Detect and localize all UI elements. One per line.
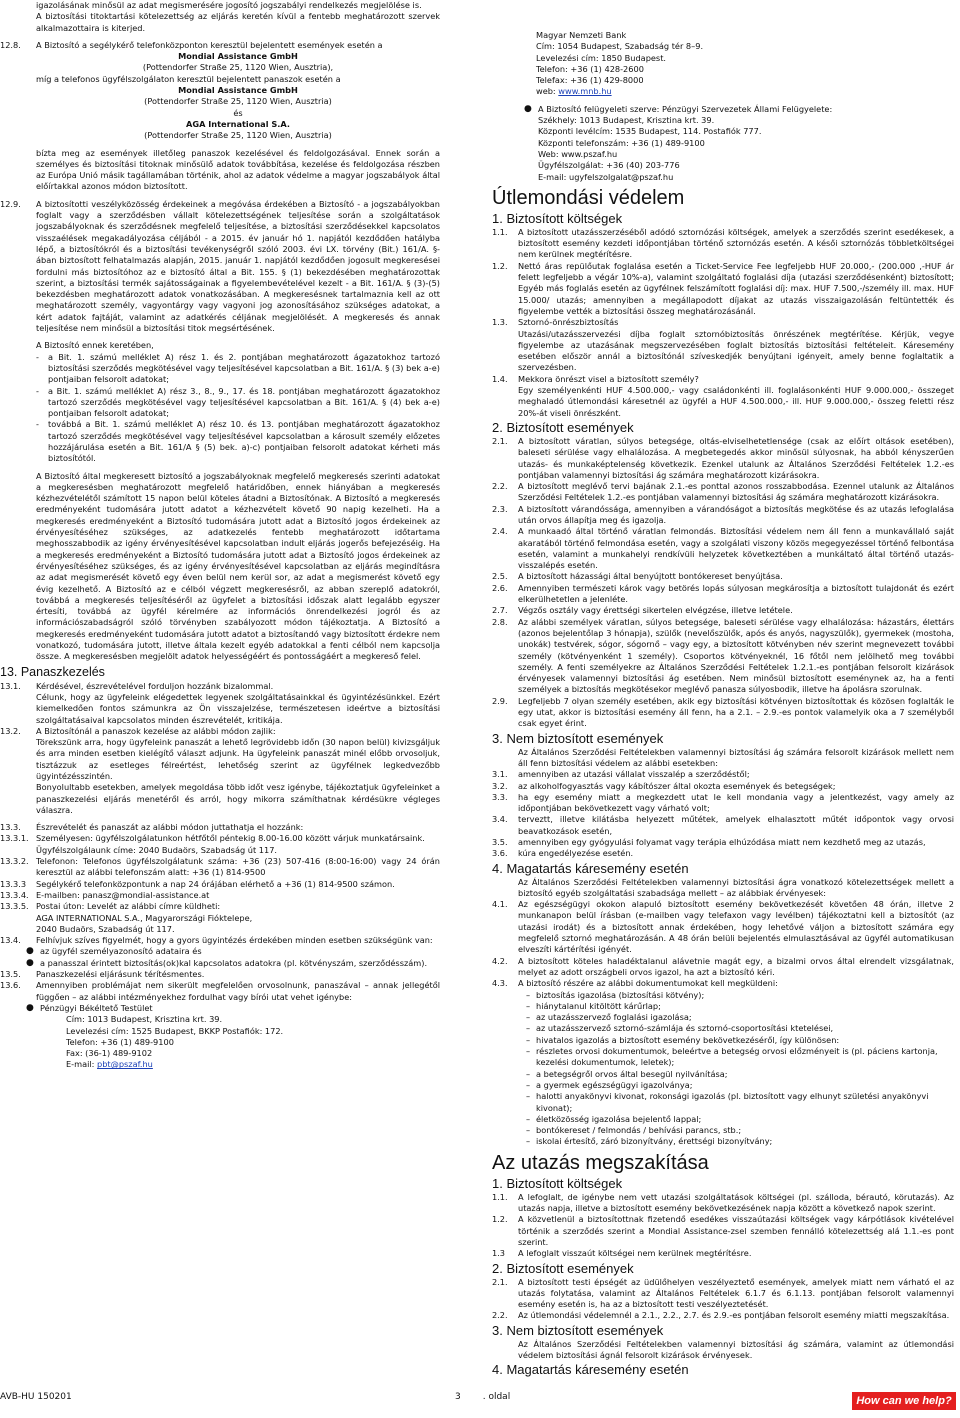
heading-u2: 2. Biztosított események — [492, 1260, 634, 1276]
item-number: 3.4. — [492, 814, 508, 825]
heading-r4: 4. Magatartás káresemény esetén — [492, 860, 689, 876]
pszaf-bullet: ● A Biztosító felügyeleti szerve: Pénzügyi Szervezetek Állami Felügyelete: — [524, 103, 833, 114]
mondial-name-1: Mondial Assistance GmbH — [178, 51, 298, 62]
pszaf-line: Központi levélcím: 1535 Budapest, 114. Postafiók 777. — [538, 126, 762, 137]
item-number: 3.5. — [492, 837, 508, 847]
mondial-address-2: (Pottendorfer Straße 25, 1120 Wien, Ausztria) — [144, 96, 332, 107]
heading-u3: 3. Nem biztosított események — [492, 1322, 664, 1338]
footer-code: AVB-HU 150201 — [0, 1392, 72, 1402]
item-text: Az alábbi személyek váratlan, súlyos betegsége, baleseti sérülése vagy elhalálozása: házastárs, élettárs (azonos bejelentőlap 3 hónapja), szülők (nevelőszülők, após és anyós, nagyszülők), gyermekek (mostoha, unokák) testvérek, sógor, sógornő – vagy egy, a biztosított kötvényben név szerint megnevezett további személy (kötvényenként 1 személy). Csoportos kötvényeknél, 16 főtől nem jelölhető meg további személy. A fenti személyekre az Általános Szerződési Feltételek 1.2.1.-es pontjában felsorolt kizárások érvényesek valamennyi biztosítási ág esetében. Nem minősül biztosított eseménynek az, ha a fenti személyek a biztosítás megkötésekor meglévő panasza súlyosbodik, illetve ha ápolásra szorulnak. — [518, 616, 954, 695]
list-item: – hiánytalanul kitöltött kárűrlap; — [526, 1000, 661, 1011]
list-item — [492, 504, 954, 527]
u2-list — [492, 1277, 954, 1322]
item-text: kúra engedélyezése esetén. — [518, 848, 634, 859]
list-item — [492, 899, 954, 955]
paragraph-12-8-end: bízta meg az események illetőleg panaszok kezelésével és feldolgozásával. Ennek során a személyes és biztosítási titoknak minősülő adatok továbbítása, kezelése és feldolgozása részben az Európa Unió másik tagállamában történik, ahol az adatok védelme a magyar jogszabályok által előírtakkal azonos módon biztosított. — [36, 147, 440, 192]
item-text: A biztosított testi épségét az üdülőhelyen veszélyeztető események, amelyek miatt nem várható el az utazás folytatása, valamint az Általános Feltételek 6.1.7 és 6.1.13. pontjában felsorolt valamennyi esemény esetén is, ha az a biztosított testi veszélyeztetését. — [518, 1276, 954, 1310]
item-number: 2.8. — [492, 616, 508, 627]
item-number: 2.9. — [492, 695, 508, 706]
section-13-5: 13.5. Panaszkezelési eljárásunk térítésmentes. — [0, 969, 205, 980]
u3-intro: Az Általános Szerződési Feltételekben valamennyi biztosítási ág számára, valamint az útlemondási védelem biztosítási ágnál felsorolt kizárások érvényesek. — [518, 1338, 954, 1360]
paragraph-12-9-end: A Biztosító által megkeresett biztosító a jogszabályoknak megfelelő megkeresés szerinti adatokat a megkeresésben meghatározott megfelelő határidőben, ennek hiányában a megkeresés kézhezvételétől számított 15 napon belül köteles átadni a Biztosítónak. A Biztosító a megkeresés eredményeként tudomására jutott adatot a kézhezvételt követő 90 napig kezelheti. Ha a megkeresés eredményeként a Biztosító tudomására jutott adat a Biztosító jogos érdekeinek az érvényesítéséhez szükséges, az adatkezelés fentebb meghatározott időtartama meghosszabbodik az igény érvényesítésével kapcsolatban indult eljárás jogerős befejezéséig. Ha a megkeresés eredményeként a Biztosító tudomására jutott adat a Biztosító jogos érdekeinek az érvényesítéséhez szükséges, és az igény érvényesítésével kapcsolatban az eljárás megindításra az adat megismerését követő egy éven belül nem kerül sor, az adat a megismerést követő egy évig kezelhető. A Biztosító az e célból végzett megkeresésről, az abban szereplő adatokról, továbbá a megkeresés teljesítéséről az ügyfelet a biztosítási időszak alatt legalább egyszer értesíti, továbbá az ügyfél kérelmére az információs önrendelkezési jogról és az információszabadságról szóló törvényben szabályozott módon tájékoztatja. A Biztosító a megkeresés eredményeként tudomására jutott adatot a biztosítandó vagy biztosított érdekre nem vonatkozó, tudomására jutott, illetve általa kezelt egyéb adatokkal a fenti célból nem kapcsolja össze. A megkeresésben megjelölt adatok helyességéért és pontosságáért a megkereső felel. — [36, 470, 440, 662]
mondial-address-1: (Pottendorfer Straße 25, 1120 Wien, Ausztria), — [142, 62, 334, 73]
pszaf-line: Web: www.pszaf.hu — [538, 148, 618, 159]
pszaf-line: Ügyfélszolgálat: +36 (40) 203-776 — [538, 160, 680, 171]
pszaf-line: Székhely: 1013 Budapest, Krisztina krt. 39. — [538, 115, 715, 126]
list-item — [492, 1277, 954, 1311]
r3-list — [492, 769, 954, 859]
item-text: A biztosított köteles haladéktalanul alávetnie magát egy, a bizalmi orvos által elrendelt vizsgálatnak, melyet az adott országbeli orvos igazol, ha azt a biztosító kéri. — [518, 955, 954, 977]
list-item: - továbbá a Bit. 1. számú melléklet A) rész 10. és 13. pontjában meghatározott ágazatokhoz tartozó szerződés megkötésével vagy teljesítésével kapcsolatban a károsult személy előzetes hozzájárulása esetén a Bit. 161/A § (5) bek. a)-c) pontjaiban felsorolt adatokat kérheti más biztosítótól. — [36, 419, 440, 464]
mnb-line: Magyar Nemzeti Bank — [536, 30, 627, 40]
pbt-email-line: E-mail: pbt@pszaf.hu — [66, 1059, 153, 1070]
list-item: – az utazásszervező sztornó-számlája és sztornó-csoportosítási ktetelései, — [526, 1023, 834, 1034]
item-number: 4.2. — [492, 955, 508, 966]
list-item: – biztosítás igazolása (biztosítási kötvény); — [526, 989, 705, 1000]
item-number: 2.1. — [492, 1276, 508, 1287]
item-number: 2.2. — [492, 1310, 508, 1321]
mnb-line: Cím: 1054 Budapest, Szabadság tér 8–9. — [536, 41, 704, 52]
list-item — [492, 792, 954, 815]
section-13-4: 13.4. Felhívjuk szíves figyelmét, hogy a gyors ügyintézés érdekében minden esetben szükségünk van: — [0, 935, 433, 946]
heading-r1: 1. Biztosított költségek — [492, 210, 623, 226]
list-item — [492, 481, 954, 504]
section-number: 12.8. — [0, 39, 21, 50]
section-12-9 — [0, 199, 440, 335]
pbt-line: Levelezési cím: 1525 Budapest, BKKP Postafiók: 172. — [66, 1025, 284, 1036]
item-text: A közvetlenül a biztosítottnak fizetendő esedékes visszaútazási költségek vagy kárpótlások kivételével történik a szerződés szerint a Mondial Assistance-zsel szemben fennálló kötelezettség alá 1.1.-es pont szerint. — [518, 1214, 954, 1247]
list-item — [492, 1214, 954, 1248]
item-number: 1.1. — [492, 1191, 508, 1202]
item-number: 4.1. — [492, 899, 508, 910]
section-13-1: 13.1. Kérdésével, észrevételével forduljon hozzánk bizalommal. — [0, 680, 274, 691]
list-item — [492, 571, 954, 582]
item-number: 3.1. — [492, 769, 508, 780]
list-item: - a Bit. 1. számú melléklet A) rész 3., 8., 9., 17. és 18. pontjában meghatározott ágazatokhoz tartozó szerződés megkötésével vagy teljesítésével kapcsolatban a Bit. 161/A. § (4) bek a-e) pontjaiban felsorolt adatokat; — [36, 385, 440, 419]
list-item — [492, 769, 954, 780]
section-text: A Biztosító a segélykérő telefonközponton keresztül bejelentett események esetén a — [36, 39, 383, 50]
section-12-8 — [0, 40, 440, 51]
heading-u4: 4. Magatartás káresemény esetén — [492, 1362, 689, 1378]
list-item — [492, 1248, 954, 1259]
r4-intro: Az Általános Szerződési Feltételekben valamennyi biztosítási ágra vonatkozó kötelezettségek mellett a biztosító egyéb szolgáltatási szabadsága mellett – az alábbiak érvényesek: — [518, 876, 954, 898]
list-item — [492, 956, 954, 979]
item-text: Amennyiben természeti károk vagy betörés lopás súlyosan megkárosítja a biztosított tulajdonát és ezért elkerülhetetlen a jelenléte. — [518, 582, 954, 605]
list-item — [492, 848, 954, 859]
list-item — [492, 837, 954, 848]
item-text: amennyiben egy gyógyulási folyamat vagy terápia elhúzódása miatt nem kezdhető meg az utazás, — [518, 837, 926, 847]
item-number: 2.4. — [492, 526, 508, 537]
section-13-2: 13.2. A Biztosítónál a panaszok kezelése az alábbi módon zajlik: — [0, 725, 276, 736]
list-item: – részletes orvosi dokumentumok, beleértve a betegség orvosi előzményeit is (pl. páciens kartonja, kezelési dokumentumok, leletek); — [526, 1046, 938, 1068]
item-number: 2.1. — [492, 435, 508, 446]
section-text: A biztosítotti veszélyközösség érdekeinek a megóvása érdekében a Biztosító - a jogszabályokban foglalt vagy a szerződésben vállalt kötelezettségének teljesítése során a szolgáltatások jogszabályoknak és szerződésnek megfelelő teljesítése, a biztosítási szerződésekkel kapcsolatos visszaélések megakadályozása céljából - a 2015. év január hó 1. napjától kezdődően hatályba lépő, a biztosítókról és a biztosítási tevékenységről szóló 2003. évi LX. törvény (Bit.) 161/A. §-ában biztosított felhatalmazás alapján, 2015. január 1. napjától kezdődően jogosult megkeresései fordulni más biztosítóhoz az e biztosító által a Bit. 155. § (1) bekezdésében meghatározottak szerint, a biztosítási termék sajátosságainak a figyelembevételével kezelt - a Bit. 161/A. § (3)-(5) bekezdésben meghatározott adatok vonatkozásában. A megkeresésnek tartalmaznia kell az ott meghatározott személy, vagyontárgy vagy vagyoni jog azonosításához szükséges adatokat, a kért adatok fajtáját, valamint az adatkérés céljának megjelölését. A megkeresés és annak teljesítése nem minősül a biztosítási titok megsértésének. — [36, 198, 440, 334]
list-item — [492, 781, 954, 792]
r-1-3: 1.3. Sztornó-önrészbiztosítás — [492, 317, 619, 328]
r-1-4-more: Egy személyenkénti HUF 4.500.000,- vagy családonkénti ill. foglalásonkénti HUF 9.000.000,- összeget meghaladó útlemondási káresetnél az ügyfél a HUF 4.500.000,- ill. HUF 9.000.000,- összeg feletti rész 20%-át viseli önrészként. — [518, 385, 954, 418]
item-number: 2.2. — [492, 481, 508, 492]
r-1-4: 1.4. Mekkora önrészt visel a biztosított személy? — [492, 373, 699, 384]
mnb-line: Telefax: +36 (1) 429-8000 — [536, 75, 644, 86]
r43-document-list — [492, 990, 954, 1148]
item-number: 2.5. — [492, 571, 508, 582]
list-item — [492, 605, 954, 616]
list-item: – az utazásszervező foglalási igazolása; — [526, 1012, 692, 1023]
mnb-web-line: web: www.mnb.hu — [536, 86, 612, 97]
list-item — [492, 436, 954, 481]
pszaf-line: E-mail: ugyfelszolgalat@pszaf.hu — [538, 171, 674, 182]
page-number: 3 — [455, 1392, 461, 1402]
list-item: – bontókereset / felmondás / behívási parancs, stb.; — [526, 1125, 742, 1136]
item-number: 2.3. — [492, 503, 508, 514]
item-number: 3.6. — [492, 848, 508, 859]
pbt-line: Fax: (36-1) 489-9102 — [66, 1048, 153, 1059]
heading-utazas: Az utazás megszakítása — [492, 1151, 709, 1174]
list-item: ● a panasszal érintett biztosítás(ok)kal kapcsolatos adatokra (pl. kötvényszám, szerződésszám). — [26, 957, 428, 968]
item-number: 2.7. — [492, 605, 508, 616]
item-text: A munkaadó által történő váratlan felmondás. Biztosítási védelem nem áll fenn a munkavállaló saját akaratából történő felmondása esetén, vagy a szolgálati viszony közös megegyezéssel történő felbontása esetén, valamint a munkahelyi rendkívüli helyzetek következtében a munkáltató által történő utazás-visszalépés esetén. — [518, 526, 954, 571]
item-text: Az útlemondási védelemnél a 2.1., 2.2., 2.7. és 2.9.-es pontjában felsorolt esemény miatti megszakítása. — [518, 1310, 950, 1321]
heading-r2: 2. Biztosított események — [492, 419, 634, 435]
item-number: 2.6. — [492, 582, 508, 593]
list-item: ● Pénzügyi Békéltető Testület — [26, 1002, 153, 1013]
bullet-icon: ● — [524, 103, 532, 114]
and-word: és — [233, 107, 243, 118]
item-text: A biztosító részére az alábbi dokumentumokat kell megküldeni: — [518, 978, 778, 989]
list-item — [492, 696, 954, 730]
r2-list — [492, 436, 954, 730]
section-13-3-2: 13.3.2. Telefonon: Telefonos ügyfélszolgálatunk száma: +36 (23) 507-416 (8:00-16:00) vagy 24 órán keresztül az alábbi telefonszám alatt: +36 (1) 814-9500 — [0, 856, 440, 878]
list-item: – iskolai értesítő, záró bizonyítvány, érettségi bizonyítvány; — [526, 1136, 773, 1147]
paragraph-mid: míg a telefonos ügyfélszolgálaton keresztül bejelentett panaszok esetén a — [36, 73, 341, 84]
heading-r3: 3. Nem biztosított események — [492, 730, 664, 746]
item-number: 3.3. — [492, 791, 508, 802]
pbt-line: Cím: 1013 Budapest, Krisztina krt. 39. — [66, 1014, 223, 1025]
item-text: A biztosított várandóssága, amennyiben a várandóságot a biztosítás megkötése és az utazás lefoglalása után orvos állapítja meg és igazolja. — [518, 503, 954, 525]
how-can-we-help-logo: How can we help? — [852, 1392, 956, 1410]
list-item: - a Bit. 1. számú melléklet A) rész 1. és 2. pontjában meghatározott ágazatokhoz tartozó biztosítási szerződés megkötésével vagy teljesítésével kapcsolatban a Bit. 161/A. § (3) bek a-e) pontjaiban felsorolt adatokat; — [36, 351, 440, 385]
item-text: A biztosított házassági által benyújtott bontókereset benyújtása. — [518, 571, 783, 582]
footer-page — [455, 1392, 510, 1403]
r-1-1: 1.1. A biztosított utazásszerzéséből adódó sztornózási költségek, amelyek a szerződés szerint esedékesek, a biztosított esemény kezdeti időpontjában történő sztornózás esetén. A késői sztornózás többletköltségei nem kerülnek megtérítésre. — [492, 226, 954, 260]
item-text: az alkoholfogyasztás vagy kábítószer által okozta események és betegségek; — [518, 780, 836, 791]
r-1-3-more: Utazási/utazásszervezési díjba foglalt sztornóbiztosítás önrészének megtérítése. Kérjük, vegye figyelembe az utazásának megszervezésében foglalt biztosítás biztosítási feltételeit. Káresemény esetében először annál a biztosítónál szíveskedjék benyújtani igényeit, amely benne foglaltatik a szervezésben. — [518, 328, 954, 373]
item-text: ha egy esemény miatt a megkezdett utat le kell mondania vagy a jelentkezést, vagy amely az időpontjában bekövetkezett vagy várható volt; — [518, 791, 954, 814]
section-13-3-5: 13.3.5. Postai úton: Levelét az alábbi címre küldheti: — [0, 901, 221, 912]
list-item: – hivatalos igazolás a biztosított esemény bekövetkezéséről, így különösen: — [526, 1034, 840, 1045]
r4-list — [492, 899, 954, 989]
section-13-1-more: Célunk, hogy az ügyfeleink elégedettek legyenek szolgáltatásainkkal és ügyintézésünkkel. Ezért kiemelkedően fontos számunkra az Ön visszajelzése, természetesen ideértve a biztosítási szolgáltatásaival kapcsolatos minden észrevételét, kritikája. — [36, 691, 440, 725]
item-number: 3.2. — [492, 780, 508, 791]
list-item — [492, 978, 954, 989]
mnb-web-link[interactable]: www.mnb.hu — [558, 86, 612, 97]
r3-intro: Az Általános Szerződési Feltételekben valamennyi biztosítási ág számára felsorolt kizárások mellett nem áll fenn biztosítási védelem az alábbi esetekben: — [518, 746, 954, 768]
item-number: 4.3. — [492, 978, 508, 989]
item-number: 1.3 — [492, 1248, 506, 1259]
customer-service-address: Ügyfélszolgálaunk címe: 2040 Budaörs, Szabadság út 117. — [36, 844, 277, 855]
list-item — [492, 617, 954, 696]
postal-address-1: AGA INTERNATIONAL S.A., Magyarországi Fióktelepe, — [36, 912, 253, 923]
list-item — [492, 526, 954, 571]
section-13-6: 13.6. Amennyiben problémájat nem sikerült megfelelően orvosolnunk, panaszával – annak jellegétől függően – az alábbi intézményekhez fordulhat vagy bírói utat vehet igénybe: — [0, 980, 440, 1002]
item-text: A biztosított váratlan, súlyos betegsége, oltás-elviselhetetlensége (csak az előírt oltások esetében), baleseti sérülése vagy elhalálozása. A megbetegedés akkor minősül súlyosnak, ha abból kényszerűen utazás- és munkaképtelenség következik. Ezenkel utalunk az Általános Szerződési Feltételek 1.2.-es pontjában valamennyi biztosítási ág számára meghatározott kizárásokra. — [518, 435, 954, 480]
list-item: – a gyermek egészségügyi igazolványa; — [526, 1079, 693, 1090]
top-line-1: igazolásának minősül az adat megismerésére jogosító jogszabályi rendelkezés megjelölése is. — [36, 0, 422, 10]
list-item: – életközösség igazolása bejelentő lappal; — [526, 1113, 702, 1124]
list-item: ● az ügyfél személyazonosító adataira és — [26, 946, 202, 957]
item-text: A biztosított meglévő tervi bajának 2.1.-es ponttal azonos rosszabbodása. Ezennel utalunk az Általános Szerződési Feltételek 1.2.-es pontjában valamennyi biztosítási ág számára meghatározott kizárásokra. — [518, 481, 954, 503]
section-13-2-more-1: Törekszünk arra, hogy ügyfeleink panaszát a lehető legrövidebb időn (30 napon belül) kivizsgáljuk és arra minden esetben kielégítő választ adjunk. Ha ügyfeleink panaszát minél előbb orvosoljuk, tisztázzuk az esetleges félreértést, lehetőség szerint az ügyfélnek legkedvezőbb ügyintézésszintén. — [36, 737, 440, 781]
item-text: Az egészségügyi okokon alapuló biztosított esemény bekövetkezését követően 48 órán, illetve 2 munkanapon belül írásban (e-mailben vagy telefaxon vagy levélben) tájékoztatni kell a biztosítót (az utazási irodát) és a biztosított annak érdekében, hogy lehetővé váljon a biztosított számára egy megfelelő sztornó meghatározásán. A 48 órán belüli bejelentés elmulasztásával az ügyfél automatikusan elveszíti kártérítési igényét. — [518, 899, 954, 955]
section-13-3-4: 13.3.4. E-mailben: panasz@mondial-assistance.at — [0, 889, 210, 900]
item-text: Legfeljebb 7 olyan személy esetében, akik egy biztosítási kötvényen biztosítottak és közösen foglalták le egy utat, akkor is biztosítási esemény áll fenn, ha a 2.1. – 2.9.-es pontok valamelyik oka a 7 személyből csak egyet érint. — [518, 695, 954, 729]
section-13-3: 13.3. Észrevételét és panaszát az alábbi módon juttathatja el hozzánk: — [0, 822, 304, 833]
pbt-line: Telefon: +36 (1) 489-9100 — [66, 1036, 174, 1047]
list-item — [492, 583, 954, 606]
r-1-2: 1.2. Nettó áras repülőutak foglalása esetén a Ticket-Service Fee legfeljebb HUF 20.000,- (200.000 ,-HUF ár felett legfeljebb a végár 10%-a), valamint szolgáltató foglalási díja (utazási szerződésenként) biztosított; Egyéb más foglalás esetén az ügyfélnek felszámított foglalási díj: max. HUF 7.500,-/személy ill. max. HUF 15.000/ utazás; amennyiben a megállapodott díjakat az utazás visszaigazolásán feltüntették és figyelembe vették a biztosítási összeg meghatározásánál. — [492, 260, 954, 316]
list-intro: A Biztosító ennek keretében, — [36, 340, 154, 351]
page-word: . oldal — [482, 1392, 511, 1402]
section-number: 12.9. — [0, 198, 21, 209]
list-item — [492, 1310, 954, 1321]
u1-list — [492, 1192, 954, 1260]
left-column — [0, 0, 440, 1071]
postal-address-2: 2040 Budaörs, Szabadság út 117. — [36, 923, 175, 934]
section-13-3-1: 13.3.1. Személyesen: ügyfélszolgálatunkon hétfőtől péntekig 8.00-16.00 között várjuk munkatársaink. — [0, 833, 425, 844]
list-item: – halotti anyakönyvi kivonat, rokonsági igazolás (pl. biztosított vagy elhunyt születési anyakönyvi kivonat); — [526, 1091, 929, 1113]
aga-name: AGA International S.A. — [186, 118, 290, 129]
section-13-title: 13. Panaszkezelés — [0, 664, 105, 679]
item-number: 1.2. — [492, 1214, 508, 1225]
list-item — [492, 1192, 954, 1215]
heading-u1: 1. Biztosított költségek — [492, 1175, 623, 1191]
bullet-icon: ● — [26, 946, 34, 957]
pbt-email-link[interactable]: pbt@pszaf.hu — [97, 1059, 153, 1070]
section-13-3-3: 13.3.3 Segélykérő telefonközpontunk a nap 24 órájában elérhető a +36 (1) 814-9500 számon. — [0, 878, 395, 889]
section-13-2-more-2: Bonyolultabb esetekben, amelyek megoldása több időt vesz igénybe, tájékoztatjuk ügyfeleinket a panaszkezelési eljárás menetéről és arról, hogy mikorra számíthatnak kérdésükre végleges válaszra. — [36, 782, 440, 815]
list-item: – a betegségről orvos által besegül nyilvánítása; — [526, 1068, 728, 1079]
heading-utlemondas: Útlemondási védelem — [492, 186, 685, 209]
pszaf-line: Központi telefonszám: +36 (1) 489-9100 — [538, 137, 705, 148]
right-column — [492, 0, 954, 1378]
top-line-2: A biztosítási titoktartási kötelezettség az eljárás keretén kívül a fentebb meghatározott szervek alkalmazottaira is kiterjed. — [36, 11, 440, 33]
item-text: Végzős osztály vagy érettségi sikertelen elvégzése, illetve letétele. — [518, 605, 793, 616]
bullet-icon: ● — [26, 957, 34, 968]
item-text: amennyiben az utazási vállalat visszalép a szerződéstől; — [518, 769, 750, 780]
item-text: terveztt, illetve kilátásba helyezett műtétek, amelyek elhalasztott műtét időpontok vagy orvosi beavatkozások esetén, — [518, 814, 954, 836]
list-item — [492, 814, 954, 837]
mondial-name-2: Mondial Assistance GmbH — [178, 85, 298, 96]
item-text: A lefoglalt visszaút költségei nem kerülnek megtérítésre. — [518, 1248, 752, 1259]
mnb-line: Telefon: +36 (1) 428-2600 — [536, 63, 644, 74]
item-text: A lefoglalt, de igénybe nem vett utazási szolgáltatások költségei (pl. szálloda, bérautó, körutazás). Az utazás napja, illetve a biztosított esemény bekövetkezésének napja között a következő napok szerint. — [518, 1191, 954, 1214]
mnb-line: Levelezési cím: 1850 Budapest. — [536, 52, 667, 63]
bullet-icon: ● — [26, 1002, 34, 1013]
aga-address: (Pottendorfer Straße 25, 1120 Wien, Ausztria) — [144, 130, 332, 141]
